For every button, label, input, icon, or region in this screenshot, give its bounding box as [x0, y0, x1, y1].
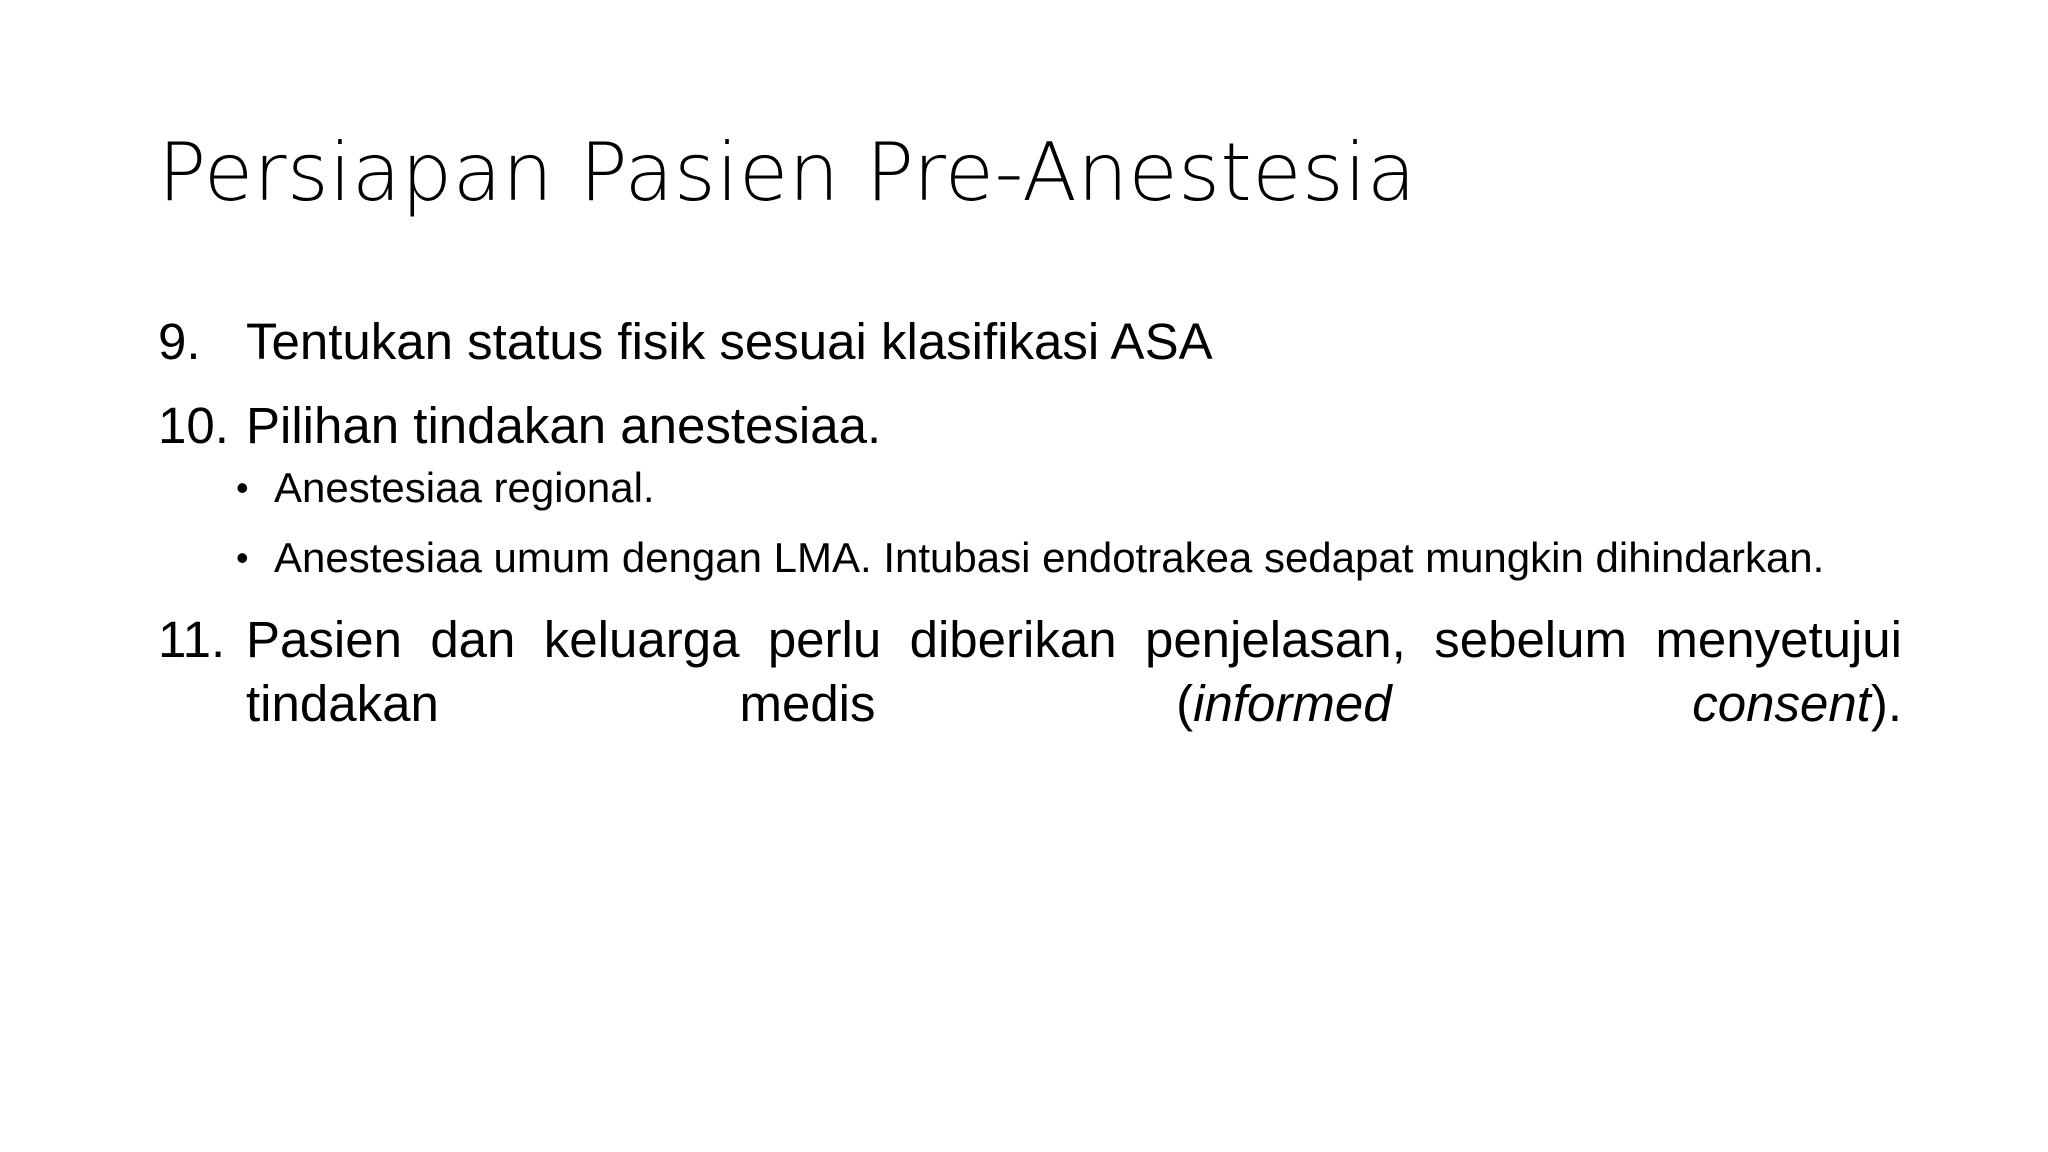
slide-title: Persiapan Pasien Pre-Anestesia — [158, 126, 1417, 219]
list-text-11 — [246, 608, 1902, 736]
consent-text-end: ). — [1870, 675, 1903, 732]
list-item-11 — [158, 608, 1902, 736]
list-number-10: 10. — [158, 397, 229, 454]
informed-consent-term: informed consent — [1193, 675, 1871, 732]
list-text-9: Tentukan status fisik sesuai klasifikasi ASA — [246, 313, 1213, 370]
bullet-icon: • — [236, 467, 249, 508]
list-item-9 — [158, 310, 1902, 374]
anesthesia-option-general — [236, 530, 1902, 586]
bullet-icon: • — [236, 537, 249, 578]
list-number-9: 9. — [158, 313, 201, 370]
anesthesia-option-text: Anestesiaa regional. — [274, 464, 655, 511]
consent-text-start: Pasien dan keluarga perlu diberikan penjelasan, sebelum menyetujui tindakan medis ( — [246, 611, 1902, 732]
anesthesia-option-list — [158, 460, 1902, 586]
slide-content — [158, 310, 1902, 736]
list-text-10: Pilihan tindakan anestesiaa. — [246, 397, 882, 454]
list-item-10 — [158, 394, 1902, 458]
anesthesia-option-regional — [236, 460, 1902, 516]
list-number-11: 11. — [158, 611, 226, 668]
anesthesia-option-text: Anestesiaa umum dengan LMA. Intubasi endotrakea sedapat mungkin dihindarkan. — [274, 534, 1825, 581]
